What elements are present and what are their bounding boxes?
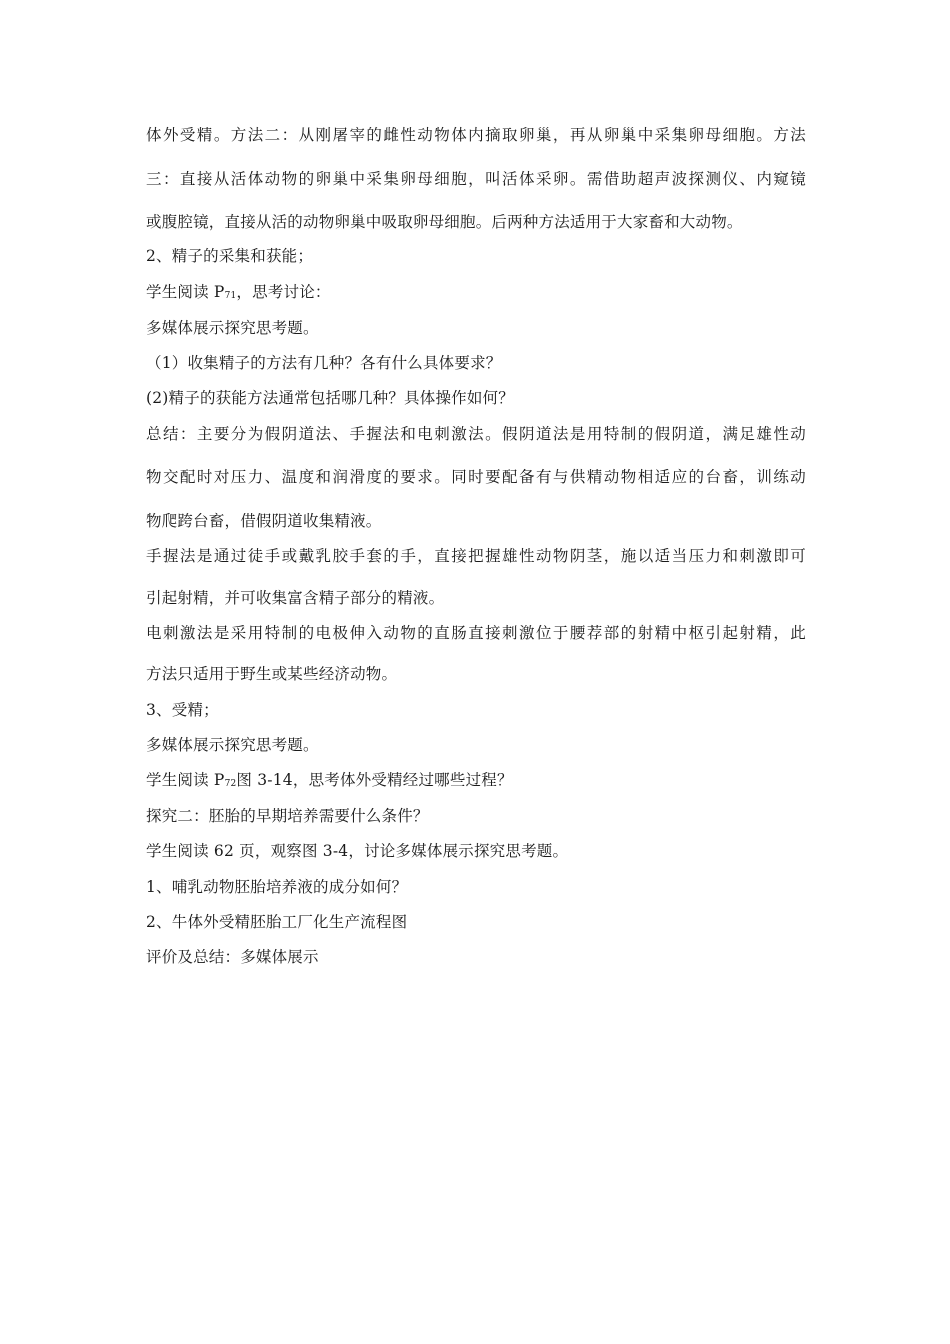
question-item: 2、牛体外受精胚胎工厂化生产流程图 bbox=[146, 913, 408, 931]
text-line: 电刺激法是采用特制的电极伸入动物的直肠直接刺激位于腰荐部的射精中枢引起射精，此 bbox=[146, 624, 806, 642]
question-item: （1）收集精子的方法有几种？各有什么具体要求？ bbox=[146, 354, 502, 372]
text-segment: 图 3-14，思考体外受精经过哪些过程？ bbox=[236, 771, 513, 789]
text-line: 物交配时对压力、温度和润滑度的要求。同时要配备有与供精动物相适应的台畜，训练动 bbox=[146, 468, 806, 486]
text-segment: 学生阅读 P bbox=[146, 283, 225, 301]
text-line: 或腹腔镜，直接从活的动物卵巢中吸取卵母细胞。后两种方法适用于大家畜和大动物。 bbox=[146, 213, 743, 231]
text-segment: ，思考讨论： bbox=[236, 283, 331, 301]
text-line: 多媒体展示探究思考题。 bbox=[146, 319, 319, 337]
section-heading: 探究二：胚胎的早期培养需要什么条件？ bbox=[146, 807, 429, 825]
text-line: 评价及总结：多媒体展示 bbox=[146, 948, 319, 966]
question-item: 1、哺乳动物胚胎培养液的成分如何？ bbox=[146, 878, 408, 896]
text-line: 引起射精，并可收集富含精子部分的精液。 bbox=[146, 589, 445, 607]
page-subscript: 72 bbox=[224, 779, 237, 789]
page-subscript: 71 bbox=[224, 291, 237, 301]
text-line: 总结：主要分为假阴道法、手握法和电刺激法。假阴道法是用特制的假阴道，满足雄性动 bbox=[146, 425, 806, 443]
section-heading: 2、精子的采集和获能； bbox=[146, 247, 314, 265]
text-line: 体外受精。方法二：从刚屠宰的雌性动物体内摘取卵巢，再从卵巢中采集卵母细胞。方法 bbox=[146, 126, 806, 144]
text-line: 方法只适用于野生或某些经济动物。 bbox=[146, 665, 398, 683]
text-line: 三：直接从活体动物的卵巢中采集卵母细胞，叫活体采卵。需借助超声波探测仪、内窥镜 bbox=[146, 170, 806, 188]
section-heading: 3、受精； bbox=[146, 701, 219, 719]
question-item: (2)精子的获能方法通常包括哪几种？具体操作如何？ bbox=[146, 389, 514, 407]
text-segment: 学生阅读 P bbox=[146, 771, 225, 789]
text-line: 多媒体展示探究思考题。 bbox=[146, 736, 319, 754]
text-line bbox=[146, 282, 331, 306]
text-line: 学生阅读 62 页，观察图 3-4，讨论多媒体展示探究思考题。 bbox=[146, 842, 569, 860]
text-line bbox=[146, 770, 513, 794]
text-line: 物爬跨台畜，借假阴道收集精液。 bbox=[146, 512, 382, 530]
text-line: 手握法是通过徒手或戴乳胶手套的手，直接把握雄性动物阴茎，施以适当压力和刺激即可 bbox=[146, 547, 806, 565]
